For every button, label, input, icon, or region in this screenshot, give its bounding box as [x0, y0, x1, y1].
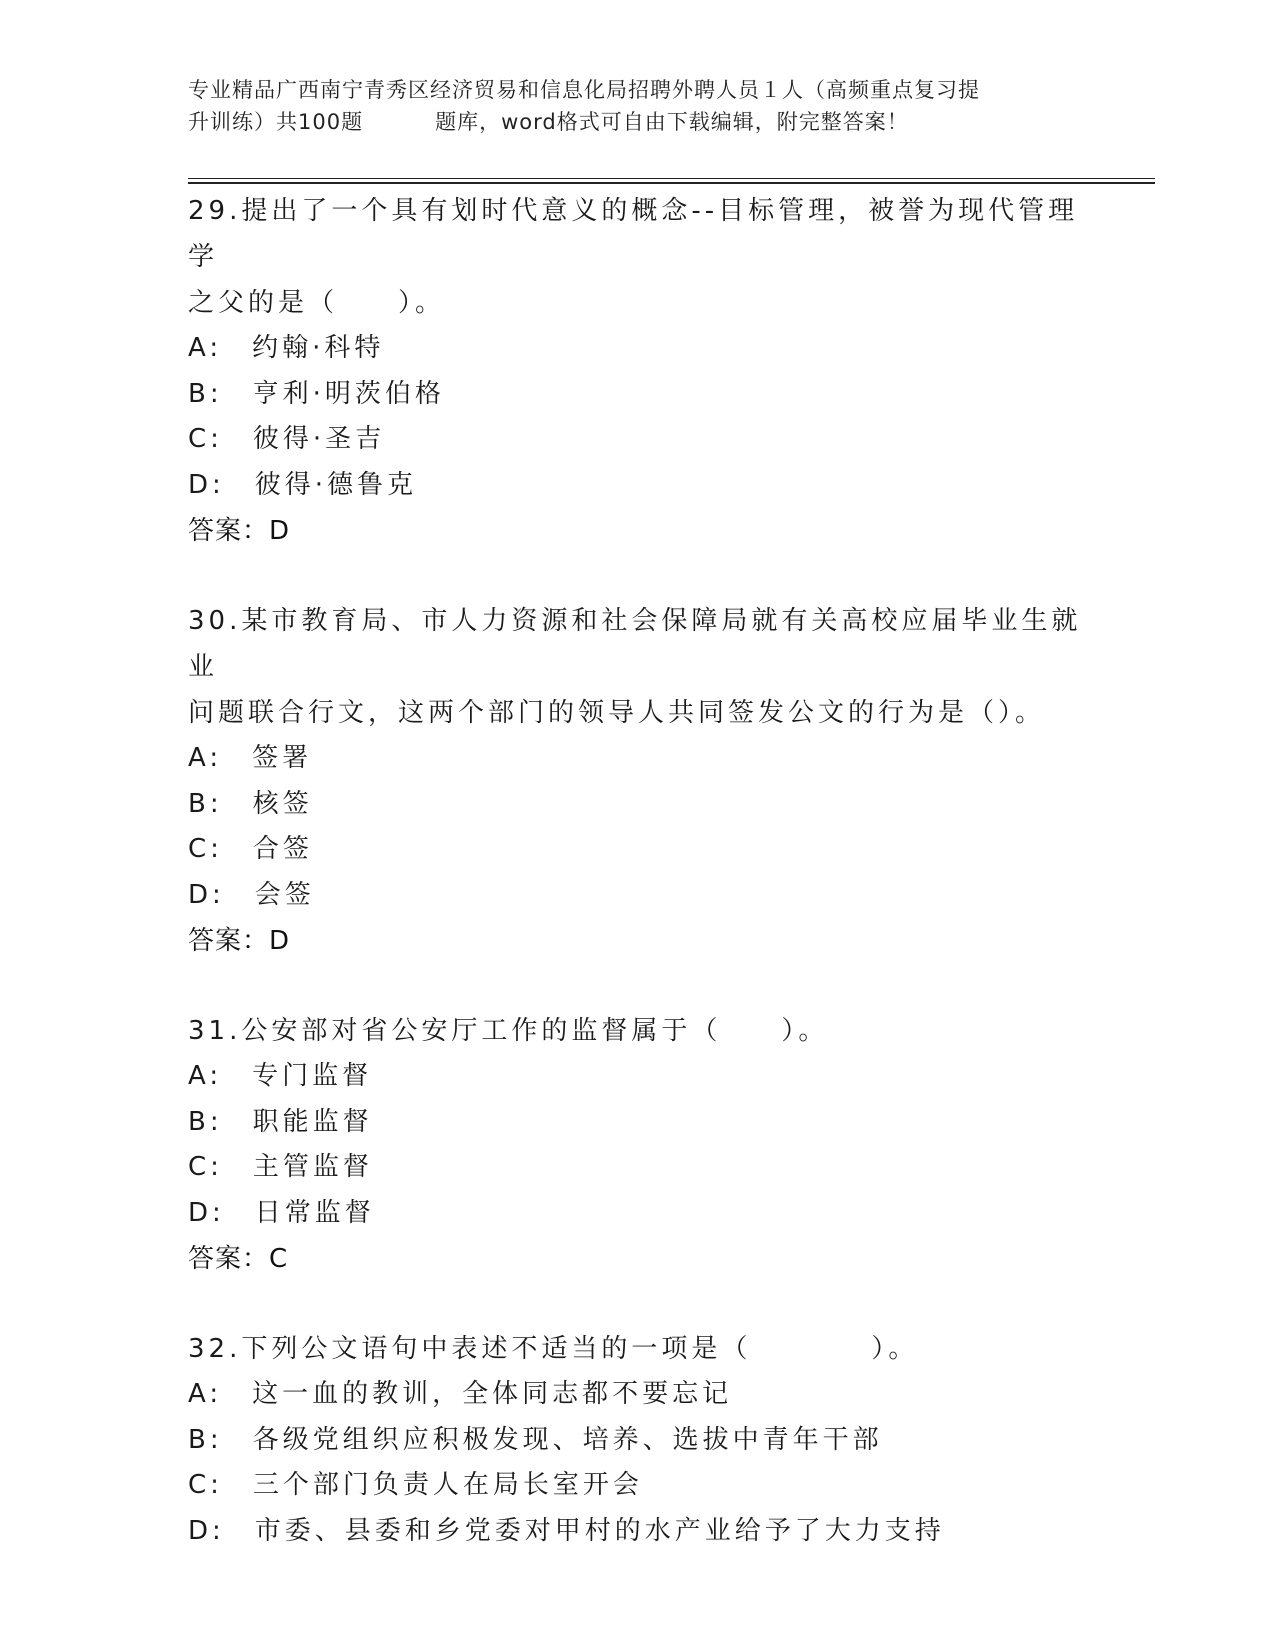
header-line-2-left: 升训练）共100题 [188, 110, 364, 134]
header-divider-thick [188, 182, 1155, 184]
option-b: B: 各级党组织应积极发现、培养、选拔中青年干部 [188, 1424, 883, 1455]
question-stem-line: 31.公安部对省公安厅工作的监督属于（ ）。 [188, 1016, 829, 1046]
option-d: D: 彼得·德鲁克 [188, 469, 418, 500]
option-d: D: 日常监督 [188, 1197, 375, 1228]
option-d: D: 市委、县委和乡党委对甲村的水产业给予了大力支持 [188, 1515, 945, 1546]
option-a: A: 这一血的教训，全体同志都不要忘记 [188, 1379, 733, 1409]
option-b: B: 职能监督 [188, 1106, 373, 1137]
option-c: C: 主管监督 [188, 1152, 373, 1182]
option-a: A: 约翰·科特 [188, 333, 385, 363]
header-line-1: 专业精品广西南宁青秀区经济贸易和信息化局招聘外聘人员１人（高频重点复习提 [188, 78, 980, 102]
question-29 [188, 188, 1088, 554]
option-a: A: 专门监督 [188, 1061, 373, 1091]
option-c: C: 合签 [188, 834, 313, 864]
question-stem-line: 30.某市教育局、市人力资源和社会保障局就有关高校应届毕业生就业 [188, 606, 1082, 682]
option-c: C: 彼得·圣吉 [188, 424, 386, 454]
answer-label: 答案：C [188, 1244, 289, 1274]
document-header [188, 74, 1088, 138]
option-c: C: 三个部门负责人在局长室开会 [188, 1470, 643, 1500]
answer-label: 答案：D [188, 926, 291, 956]
header-line-2-right: 题库，word格式可自由下载编辑，附完整答案！ [435, 110, 909, 134]
question-31 [188, 1008, 1088, 1282]
option-b: B: 亨利·明茨伯格 [188, 378, 445, 409]
question-stem-line: 之父的是（ ）。 [188, 288, 446, 318]
question-list [188, 188, 1088, 1554]
question-stem-line: 32.下列公文语句中表述不适当的一项是（ ）。 [188, 1334, 919, 1364]
question-stem-line: 29.提出了一个具有划时代意义的概念--目标管理，被誉为现代管理学 [188, 196, 1079, 272]
option-a: A: 签署 [188, 743, 313, 773]
header-line-2 [188, 106, 1088, 138]
option-d: D: 会签 [188, 879, 315, 910]
header-divider-thin [188, 178, 1155, 179]
option-b: B: 核签 [188, 788, 313, 819]
answer-label: 答案：D [188, 516, 291, 546]
question-30 [188, 598, 1088, 964]
question-32 [188, 1326, 1088, 1554]
question-stem-line: 问题联合行文，这两个部门的领导人共同签发公文的行为是（）。 [188, 698, 1046, 728]
